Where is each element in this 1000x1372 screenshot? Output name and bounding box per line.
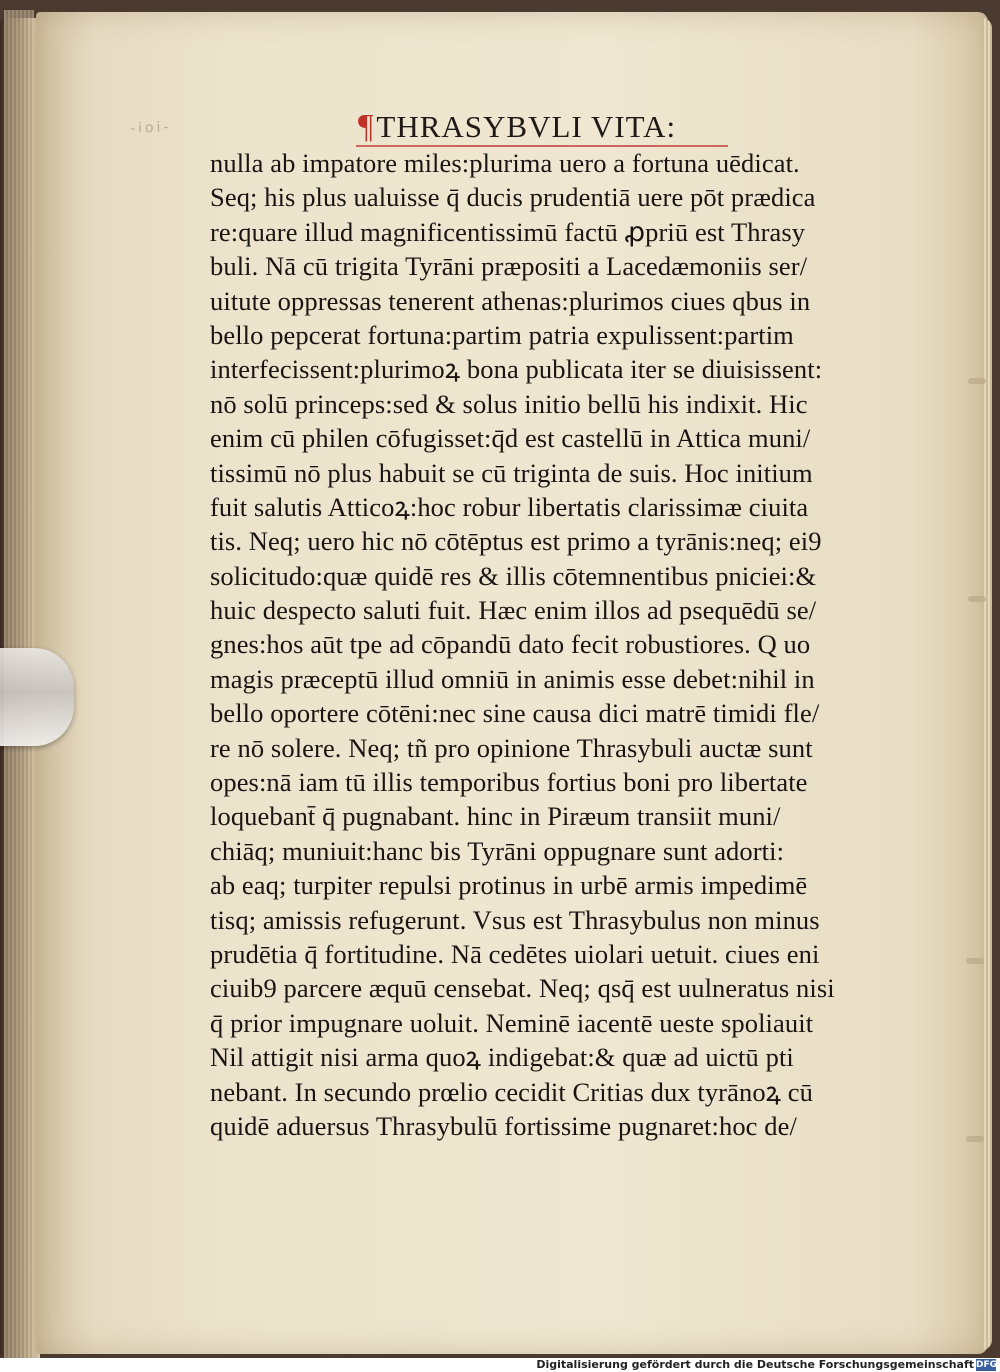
text-line: enim cū philen cōfugisset:q̄d est castellū in Attica muni/ [210,423,811,454]
margin-mark [966,958,984,964]
text-line: uitute oppressas tenerent athenas:plurimos ciues qbus in [210,285,811,316]
text-line: nulla ab impatore miles:plurima uero a fortuna uēdicat. [210,148,800,178]
text-line: buli. Nā cū trigita Tyrāni præpositi a Lacedæmoniis ser/ [210,251,808,282]
text-line: chiāq; muniuit:hanc bis Tyrāni oppugnare sunt adorti: [210,835,785,866]
text-line: opes:nā iam tū illis temporibus fortius boni pro libertate [210,767,808,798]
margin-note: -ioi- [129,119,172,137]
text-line: q̄ prior impugnare uoluit. Neminē iacentē ueste spoliauit [210,1007,814,1038]
text-line: gnes:hos aūt tpe ad cōpandū dato fecit robustiores. Q uo [210,629,811,660]
page-right-edge [982,18,992,1350]
text-line: Seq; his plus ualuisse q̄ ducis prudentiā uere pōt prædica [210,182,816,213]
text-line: Nil attigit nisi arma quoꝝ indigebat:& quæ ad uictū pti [210,1042,794,1073]
text-line: tisq; amissis refugerunt. Vsus est Thrasybulus non minus [210,904,820,935]
footer-credit: Digitalisierung gefördert durch die Deutsche Forschungsgemeinschaft [536,1358,974,1371]
margin-mark [966,1136,984,1142]
text-line: interfecissent:plurimoꝝ bona publicata iter se diuisissent: [210,354,823,385]
text-line: huic despecto saluti fuit. Hæc enim illos ad psequēdū se/ [210,595,817,626]
footer-bar [0,1358,1000,1372]
text-line: ab eaq; turpiter repulsi protinus in urbē armis impedimē [210,870,808,901]
dfg-logo: DFG [976,1360,998,1370]
text-line: nō solū princeps:sed & solus initio bellū his indixit. Hic [210,388,808,419]
margin-mark [968,596,986,602]
pilcrow-mark: ¶ [358,108,375,145]
text-line: magis præceptū illud omniū in animis esse debet:nihil in [210,663,815,694]
text-line: quidē aduersus Thrasybulū fortissime pugnaret:hoc de/ [210,1110,797,1141]
margin-mark [968,378,986,384]
text-line: bello oportere cōtēni:nec sine causa dici matrē timidi fle/ [210,698,820,729]
text-line: fuit salutis Atticoꝝ:hoc robur libertatis clarissimæ ciuita [210,491,809,522]
text-line: solicitudo:quæ quidē res & illis cōtemnentibus pniciei:& [210,560,817,591]
heading-title: THRASYBVLI VITA: [376,109,677,144]
chapter-heading [358,108,778,148]
text-line: loquebant̄ q̄ pugnabant. hinc in Piræum transiit muni/ [210,801,781,832]
text-line: ciuib9 parcere æquū censebat. Neq; qsq̄ est uulneratus nisi [210,973,835,1004]
page-clip [0,648,74,746]
text-line: prudētia q̄ fortitudine. Nā cedētes uiolari uetuit. ciues eni [210,938,820,969]
text-line: tis. Neq; uero hic nō cōtēptus est primo a tyrānis:neq; ei9 [210,526,822,557]
text-line: nebant. In secundo prœlio cecidit Critias dux tyrānoꝝ cū [210,1076,814,1107]
text-line: bello pepcerat fortuna:partim patria expulissent:partim [210,319,794,350]
text-line: tissimū nō plus habuit se cū triginta de suis. Hoc initium [210,457,813,488]
text-block [210,146,886,1143]
text-line: re:quare illud magnificentissimū factū ꝓpriū est Thrasy [210,216,806,247]
text-line: re nō solere. Neq; tñ pro opinione Thrasybuli auctæ sunt [210,732,813,763]
